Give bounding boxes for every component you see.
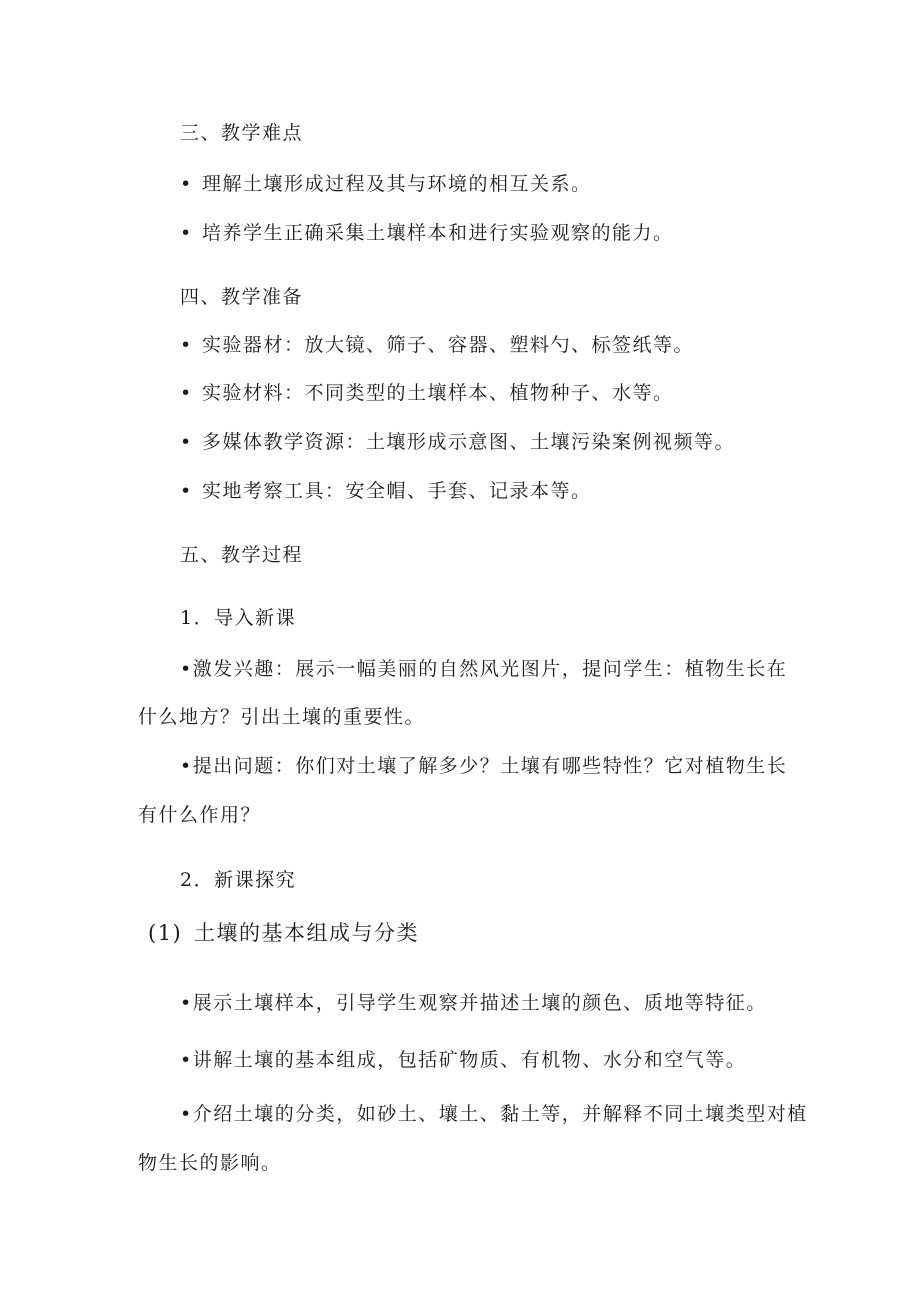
paragraph-line: •介绍土壤的分类，如砂土、壤土、黏土等，并解释不同土壤类型对植 (180, 1103, 808, 1125)
bullet: • (180, 431, 193, 453)
bullet: • (180, 382, 193, 404)
paragraph-line: 什么地方？引出土壤的重要性。 (138, 706, 426, 728)
list-item-text: 多媒体教学资源：土壤形成示意图、土壤污染案例视频等。 (202, 431, 736, 453)
subsection-title: 土壤的基本组成与分类 (194, 921, 419, 945)
section-3-heading: 三、教学难点 (180, 122, 304, 144)
paragraph-line: •激发兴趣：展示一幅美丽的自然风光图片，提问学生：植物生长在 (180, 658, 788, 680)
list-item (180, 381, 674, 405)
list-item (180, 479, 592, 503)
list-item-text: 理解土壤形成过程及其与环境的相互关系。 (202, 173, 592, 195)
bullet: • (180, 480, 193, 502)
bullet: • (180, 173, 193, 195)
step-2-heading: 2．新课探究 (180, 869, 297, 891)
subsection-heading (148, 921, 419, 945)
list-item (180, 172, 592, 196)
list-item (180, 333, 694, 357)
paragraph-line: •讲解土壤的基本组成，包括矿物质、有机物、水分和空气等。 (180, 1049, 747, 1071)
paragraph-line: •展示土壤样本，引导学生观察并描述土壤的颜色、质地等特征。 (180, 992, 767, 1014)
section-5-heading: 五、教学过程 (180, 544, 304, 566)
section-4-heading: 四、教学准备 (180, 286, 304, 308)
bullet: • (180, 222, 193, 244)
paragraph-line: 物生长的影响。 (138, 1152, 282, 1174)
paragraph-line: •提出问题：你们对土壤了解多少？土壤有哪些特性？它对植物生长 (180, 755, 788, 777)
subsection-number: (1) (148, 921, 183, 945)
paragraph-line: 有什么作用？ (138, 804, 262, 826)
bullet: • (180, 334, 193, 356)
list-item-text: 培养学生正确采集土壤样本和进行实验观察的能力。 (202, 222, 674, 244)
list-item (180, 221, 674, 245)
list-item-text: 实验材料：不同类型的土壤样本、植物种子、水等。 (202, 382, 674, 404)
list-item (180, 430, 735, 454)
step-1-heading: 1．导入新课 (180, 607, 297, 629)
list-item-text: 实验器材：放大镜、筛子、容器、塑料勺、标签纸等。 (202, 334, 695, 356)
list-item-text: 实地考察工具：安全帽、手套、记录本等。 (202, 480, 592, 502)
